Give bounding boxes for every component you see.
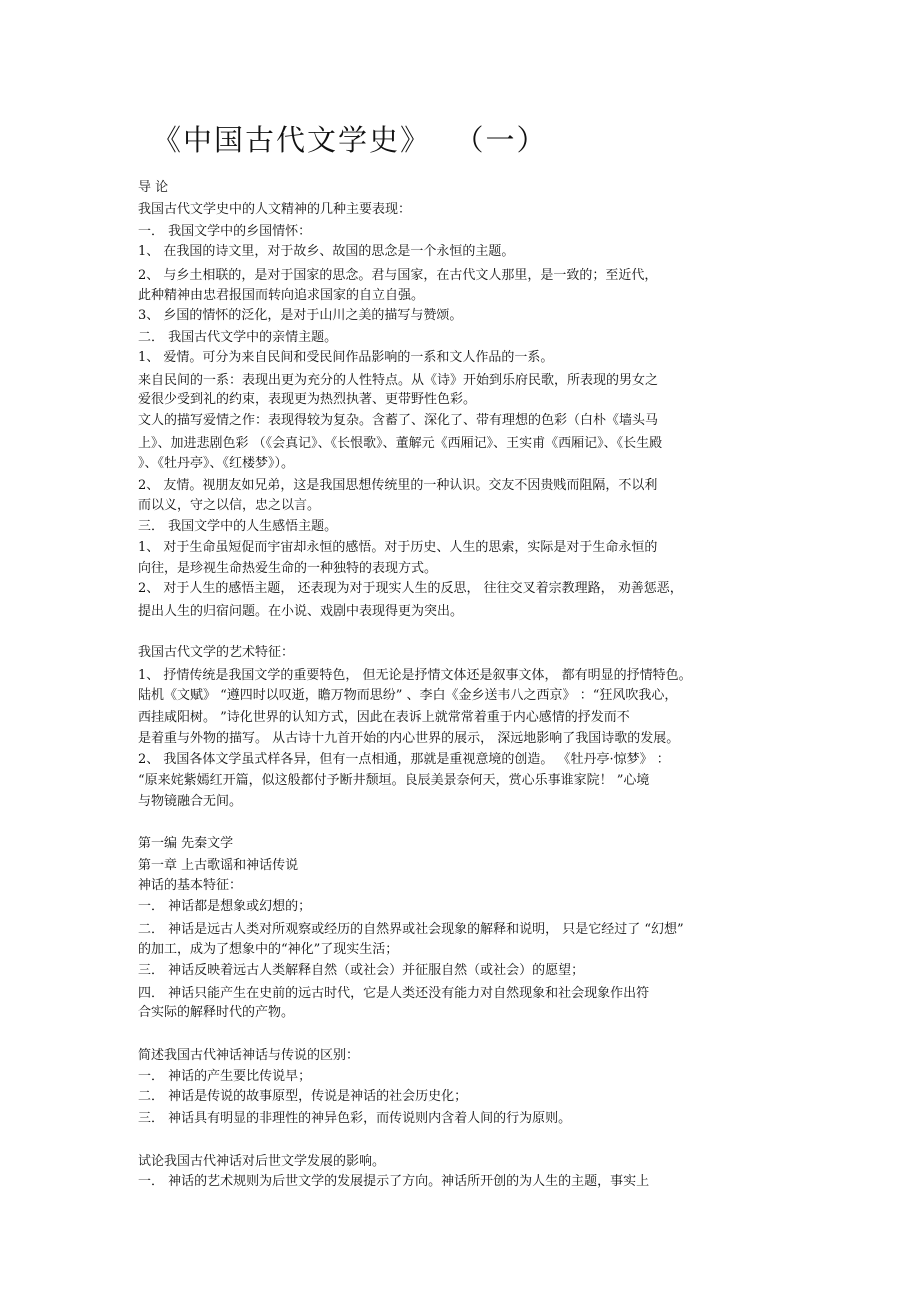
text-line: 1、 爱情。可分为来自民间和受民间作品影响的一系和文人作品的一系。 [138,350,554,365]
text-line: 三． 我国文学中的人生感悟主题。 [138,519,338,534]
text-line: 合实际的解释时代的产物。 [138,1005,295,1020]
text-line: 二． 神话是传说的故事原型，传说是神话的社会历史化； [138,1089,468,1104]
text-line: 而以义，守之以信，忠之以言。 [138,498,321,513]
text-line: 提出人生的归宿问题。在小说、戏剧中表现得更为突出。 [138,604,464,619]
title-text: 《中国古代文学史》 [152,123,432,157]
text-line: 此种精神由忠君报国而转向追求国家的自立自强。 [138,288,425,303]
text-line: 三． 神话具有明显的非理性的神异色彩，而传说则内含着人间的行为原则。 [138,1111,572,1126]
text-line: 2、 友情。视朋友如兄弟，这是我国思想传统里的一种认识。交友不因贵贱而阻隔，不以利 [138,478,658,493]
text-line: 文人的描写爱情之作：表现得较为复杂。含蓄了、深化了、带有理想的色彩（白朴《墙头马 [138,413,659,428]
text-line: 2、 与乡土相联的，是对于国家的思念。君与国家，在古代文人那里，是一致的；至近代， [138,268,658,283]
text-line: 西挂咸阳树。 ”诗化世界的认知方式，因此在表诉上就常常着重于内心感情的抒发而不 [138,710,630,725]
text-line: 一． 神话都是想象或幻想的； [138,899,312,914]
text-line: “原来姹紫嫣红开篇，似这般都付予断井颓垣。良辰美景奈何天，赏心乐事谁家院！ ”心境 [138,773,650,788]
text-line: 1、 在我国的诗文里，对于故乡、故国的思念是一个永恒的主题。 [138,244,515,259]
text-line: 一． 神话的产生要比传说早； [138,1069,312,1084]
document-title [152,118,548,159]
text-line: 神话的基本特征： [138,878,243,893]
text-line: 爱很少受到礼的约束，表现更为热烈执著、更带野性色彩。 [138,392,477,407]
text-line: 导 论 [138,180,169,195]
text-line: 2、 对于人生的感悟主题， 还表现为对于现实人生的反思， 往往交叉着宗教理路， 劝善惩恶， [138,581,683,596]
text-line: 陆机《文赋》 “遵四时以叹逝，瞻万物而思纷” 、李白《金乡送韦八之西京》 ：“狂风吹我心， [138,688,678,703]
text-line: 向往，是珍视生命热爱生命的一种独特的表现方式。 [138,561,438,576]
section-heading: 第一编 先秦文学 [138,836,234,851]
text-line: 来自民间的一系：表现出更为充分的人性特点。从《诗》开始到乐府民歌，所表现的男女之 [138,373,659,388]
text-line: 我国古代文学史中的人文精神的几种主要表现： [138,202,412,217]
title-part-number: （一） [469,123,548,157]
text-line: 1、 对于生命虽短促而宇宙却永恒的感悟。对于历史、人生的思索，实际是对于生命永恒的 [138,540,658,555]
text-line: 2、 我国各体文学虽式样各异，但有一点相通，那就是重视意境的创造。 《牡丹亭·惊梦》 ： [138,752,670,767]
text-line: 上》、加进悲剧色彩 （《会真记》、《长恨歌》、董解元《西厢记》、王实甫《西厢记》、《长生殿 [138,436,663,451]
text-line: 一． 我国文学中的乡国情怀： [138,224,312,239]
text-line: 》、《牡丹亭》、《红楼梦》）。 [138,456,295,471]
text-line: 三． 神话反映着远古人类解释自然（或社会）并征服自然（或社会）的愿望； [138,963,585,978]
section-heading: 简述我国古代神话神话与传说的区别： [138,1048,360,1063]
section-heading: 第一章 上古歌谣和神话传说 [138,858,299,873]
text-line: 3、 乡国的情怀的泛化，是对于山川之美的描写与赞颂。 [138,308,463,323]
section-heading: 我国古代文学的艺术特征： [138,645,295,660]
text-line: 1、 抒情传统是我国文学的重要特色， 但无论是抒情文体还是叙事文体， 都有明显的抒情特色。 [138,668,692,683]
text-line: 是着重与外物的描写。 从古诗十九首开始的内心世界的展示， 深远地影响了我国诗歌的发展。 [138,731,680,746]
section-heading: 试论我国古代神话对后世文学发展的影响。 [138,1154,386,1169]
text-line: 的加工，成为了想象中的“神化”了现实生活； [138,942,399,957]
text-line: 二． 我国古代文学中的亲情主题。 [138,330,338,345]
text-line: 与物镜融合无间。 [138,794,243,809]
text-line: 一． 神话的艺术规则为后世文学的发展提示了方向。神话所开创的为人生的主题，事实上 [138,1174,650,1189]
text-line: 二． 神话是远古人类对所观察或经历的自然界或社会现象的解释和说明， 只是它经过了 “幻想” [138,922,684,937]
text-line: 四． 神话只能产生在史前的远古时代，它是人类还没有能力对自然现象和社会现象作出符 [138,986,650,1001]
